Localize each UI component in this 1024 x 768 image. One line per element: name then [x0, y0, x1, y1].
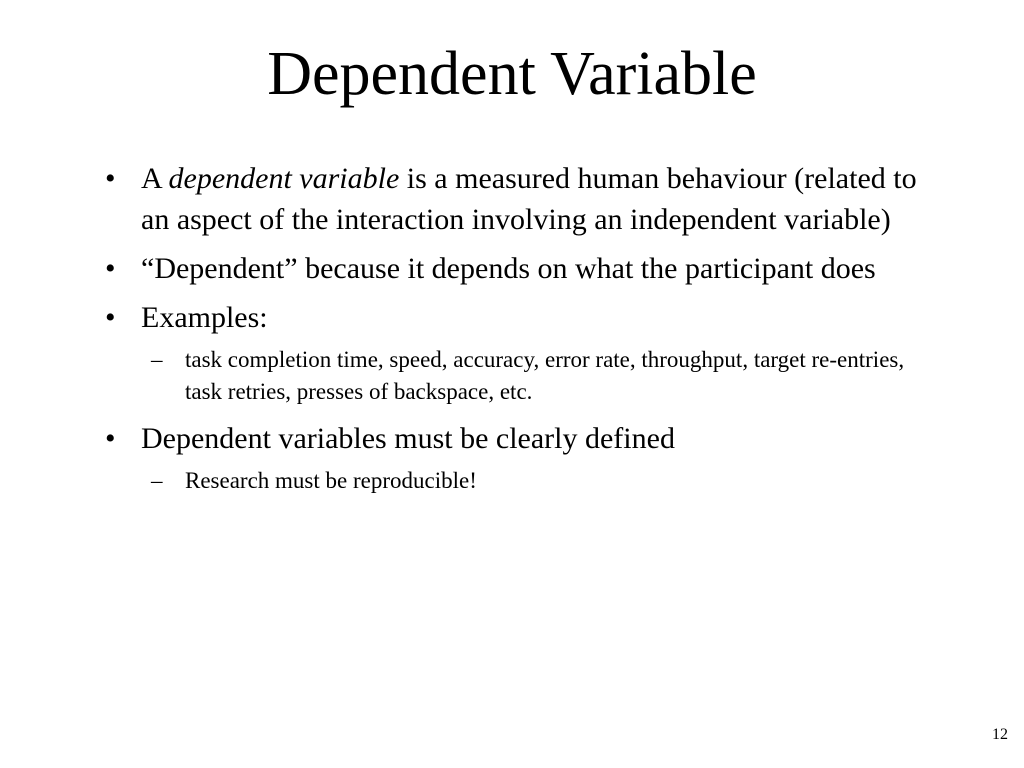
sub-marker: – — [151, 468, 163, 493]
bullet-item-definition — [105, 158, 925, 240]
bullet-text: “Dependent” because it depends on what the participant does — [141, 252, 876, 285]
bullet-text-prefix: A — [141, 162, 169, 195]
bullet-item-dependent-reason — [105, 248, 925, 289]
bullet-marker: • — [105, 252, 116, 285]
slide-number: 12 — [992, 726, 1008, 743]
bullet-marker: • — [105, 162, 116, 195]
sub-marker: – — [151, 347, 163, 372]
sub-list — [151, 465, 925, 497]
bullet-item-defined — [105, 418, 925, 497]
bullet-text-suffix: is a measured human behaviour (related to an aspect of the interaction involving an independent variable) — [141, 162, 917, 236]
sub-item-examples — [151, 344, 925, 408]
slide-title: Dependent Variable — [267, 40, 757, 108]
bullet-text: Dependent variables must be clearly defined — [141, 422, 675, 455]
bullet-text: Examples: — [141, 301, 268, 334]
sub-item-reproducible — [151, 465, 925, 497]
bullet-text-emphasis: dependent variable — [168, 162, 400, 195]
bullet-marker: • — [105, 301, 116, 334]
bullet-marker: • — [105, 422, 116, 455]
sub-item-text: task completion time, speed, accuracy, error rate, throughput, target re-entries, task retries, presses of backspace, etc. — [185, 347, 905, 404]
bullet-list — [105, 158, 925, 507]
sub-list — [151, 344, 925, 408]
sub-item-text: Research must be reproducible! — [185, 468, 477, 493]
bullet-item-examples — [105, 297, 925, 408]
